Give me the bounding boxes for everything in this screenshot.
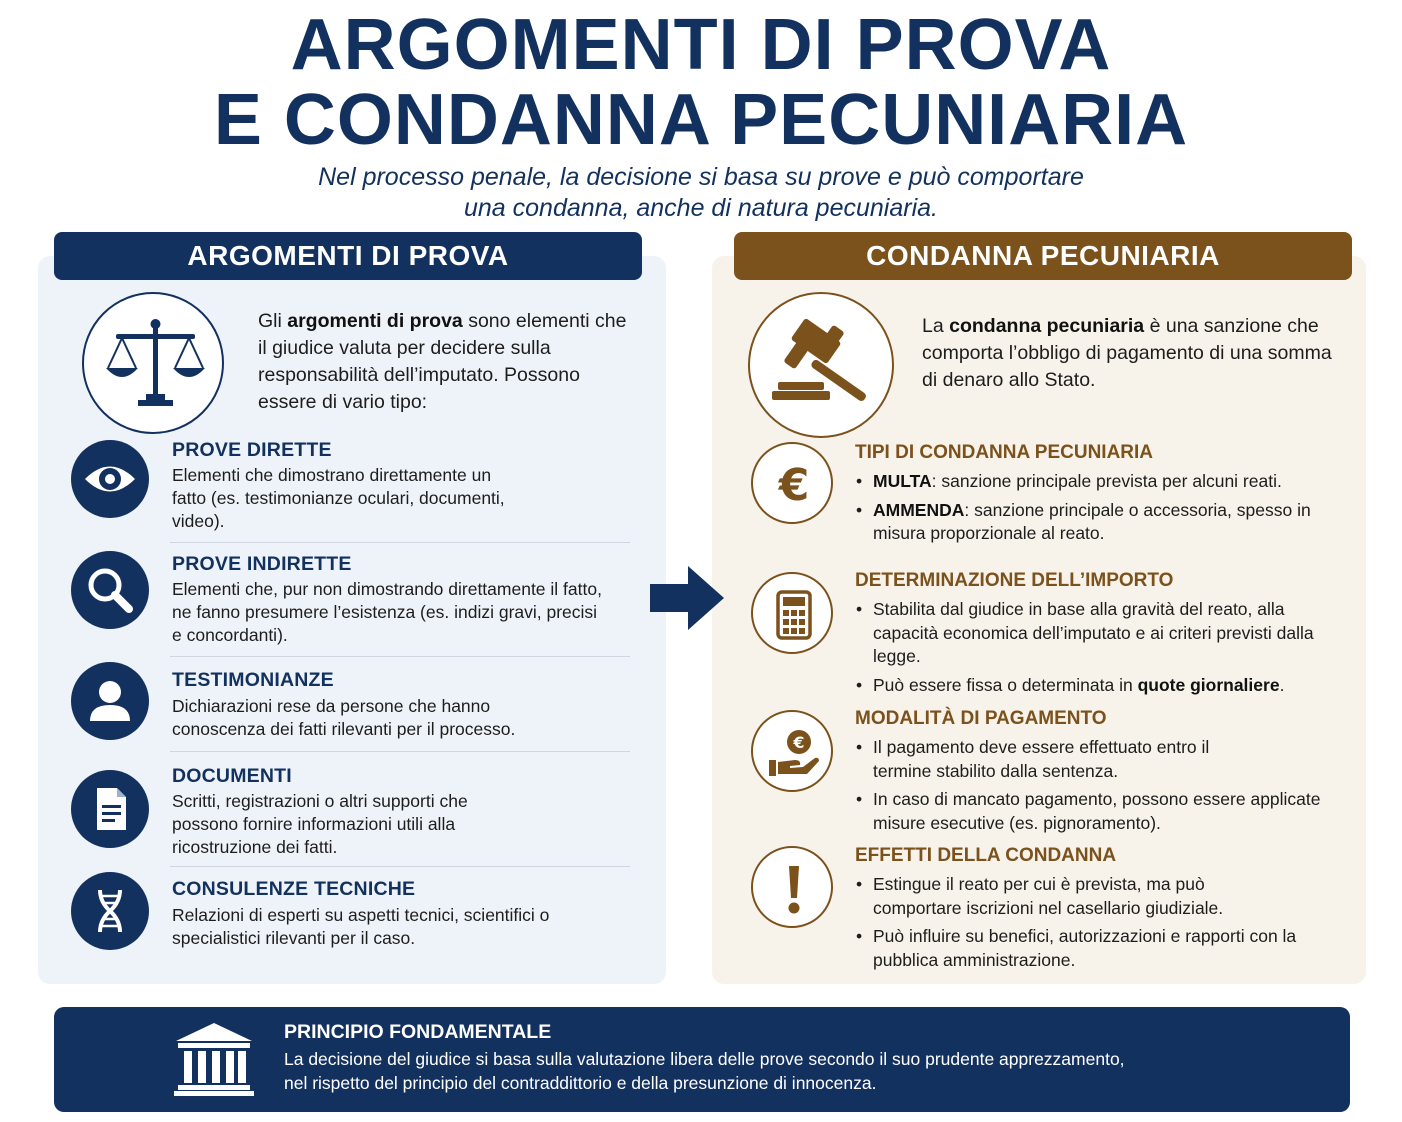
bullet-text: . [1279,674,1285,695]
intro-text-part: Gli [258,310,288,332]
section-title: EFFETTI DELLA CONDANNA [855,845,1117,866]
bullet-text: Estingue il reato per cui è prevista, ma può comportare iscrizioni nel casellario giudiziale. [873,874,1224,918]
section-title: TIPI DI CONDANNA PECUNIARIA [855,442,1154,463]
item-title: TESTIMONIANZE [172,669,334,691]
bullet-item [855,925,1315,972]
bullet-item [855,470,1345,494]
item-description: Relazioni di esperti su aspetti tecnici, scientifici o specialistici rilevanti per il caso. [172,905,550,948]
principle-banner [54,1007,1350,1112]
bullet-text: Può essere fissa o determinata in [873,674,1138,695]
item-description: Dichiarazioni rese da persone che hanno conoscenza dei fatti rilevanti per il processo. [172,696,516,739]
hand-coin-icon [751,710,833,792]
magnifier-icon [71,551,149,629]
section-bullets [855,470,1345,551]
divider [170,751,630,752]
bullet-bold: MULTA [873,471,932,491]
right-panel-heading: CONDANNA PECUNIARIA [734,232,1352,280]
title-line-1: ARGOMENTI DI PROVA [290,5,1112,85]
bullet-text: : sanzione principale prevista per alcuni reati. [931,471,1282,491]
right-intro-text [922,313,1332,394]
page-subtitle [0,162,1402,224]
item-title: DOCUMENTI [172,765,292,787]
bullet-item [855,736,1243,783]
subtitle-line-1: Nel processo penale, la decisione si basa su prove e può comportare [318,163,1084,191]
gavel-icon [748,292,894,438]
intro-text-part: è una sanzione che comporta l’obbligo di pagamento di una somma di denaro allo Stato. [922,315,1332,391]
eye-icon [71,440,149,518]
page-title [0,5,1402,160]
bullet-text: Può influire su benefici, autorizzazioni e rapporti con la pubblica amministrazione. [873,926,1297,970]
bullet-item [855,674,1345,698]
person-icon [71,662,149,740]
scales-of-justice-icon [82,292,224,434]
principle-title: PRINCIPIO FONDAMENTALE [284,1021,552,1043]
item-description: Scritti, registrazioni o altri supporti che possono fornire informazioni utili alla ricostruzione dei fatti. [172,791,468,857]
bullet-item [855,873,1263,920]
section-bullets [855,598,1345,702]
svg-text:€: € [778,460,810,511]
subtitle-line-2: una condanna, anche di natura pecuniaria. [464,194,938,222]
item-title: PROVE DIRETTE [172,439,332,461]
section-bullets [855,873,1315,977]
bullet-text: In caso di mancato pagamento, possono essere applicate misure esecutive (es. pignoramento). [873,789,1321,833]
item-description: Elementi che, pur non dimostrando direttamente il fatto, ne fanno presumere l’esistenza (es. indizi gravi, precisi e concordanti). [172,579,602,645]
principle-line-1: La decisione del giudice si basa sulla valutazione libera delle prove secondo il suo prudente apprezzamento, [284,1049,1125,1069]
divider [170,656,630,657]
item-title: CONSULENZE TECNICHE [172,878,416,900]
courthouse-icon [172,1021,256,1097]
calculator-icon [751,572,833,654]
bullet-bold: AMMENDA [873,499,965,520]
section-title: MODALITÀ DI PAGAMENTO [855,708,1107,729]
bullet-item [855,598,1345,669]
section-bullets [855,736,1325,840]
intro-text-part: sono elementi che il giudice valuta per decidere sulla responsabilità dell’imputato. Possono essere di vario tipo: [258,310,627,413]
left-panel-heading: ARGOMENTI DI PROVA [54,232,642,280]
bullet-text: : sanzione principale o accessoria, spesso in misura proporzionale al reato. [873,499,1311,543]
divider [170,866,630,867]
item-description: Elementi che dimostrano direttamente un fatto (es. testimonianze oculari, documenti, video). [172,465,505,531]
principle-text [284,1047,1304,1095]
exclamation-icon [751,846,833,928]
arrow-right-icon [650,566,724,630]
svg-text:€: € [793,733,805,752]
divider [170,542,630,543]
principle-line-2: nel rispetto del principio del contraddittorio e della presunzione di innocenza. [284,1073,877,1093]
title-line-2: E CONDANNA PECUNIARIA [213,80,1189,160]
bullet-item [855,499,1345,546]
left-intro-text [258,308,628,416]
dna-icon [71,872,149,950]
euro-icon [751,442,833,524]
intro-bold-term: argomenti di prova [287,310,463,332]
bullet-item [855,788,1325,835]
section-title: DETERMINAZIONE DELL’IMPORTO [855,570,1174,591]
intro-text-part: La [922,315,950,337]
bullet-text: Stabilita dal giudice in base alla gravità del reato, alla capacità economica dell’imputato e ai criteri previsti dalla legge. [873,599,1314,666]
bullet-text: Il pagamento deve essere effettuato entro il termine stabilito dalla sentenza. [873,737,1210,781]
item-title: PROVE INDIRETTE [172,553,352,575]
bullet-bold: quote giornaliere [1137,674,1280,695]
intro-bold-term: condanna pecuniaria [949,315,1145,337]
document-icon [71,770,149,848]
